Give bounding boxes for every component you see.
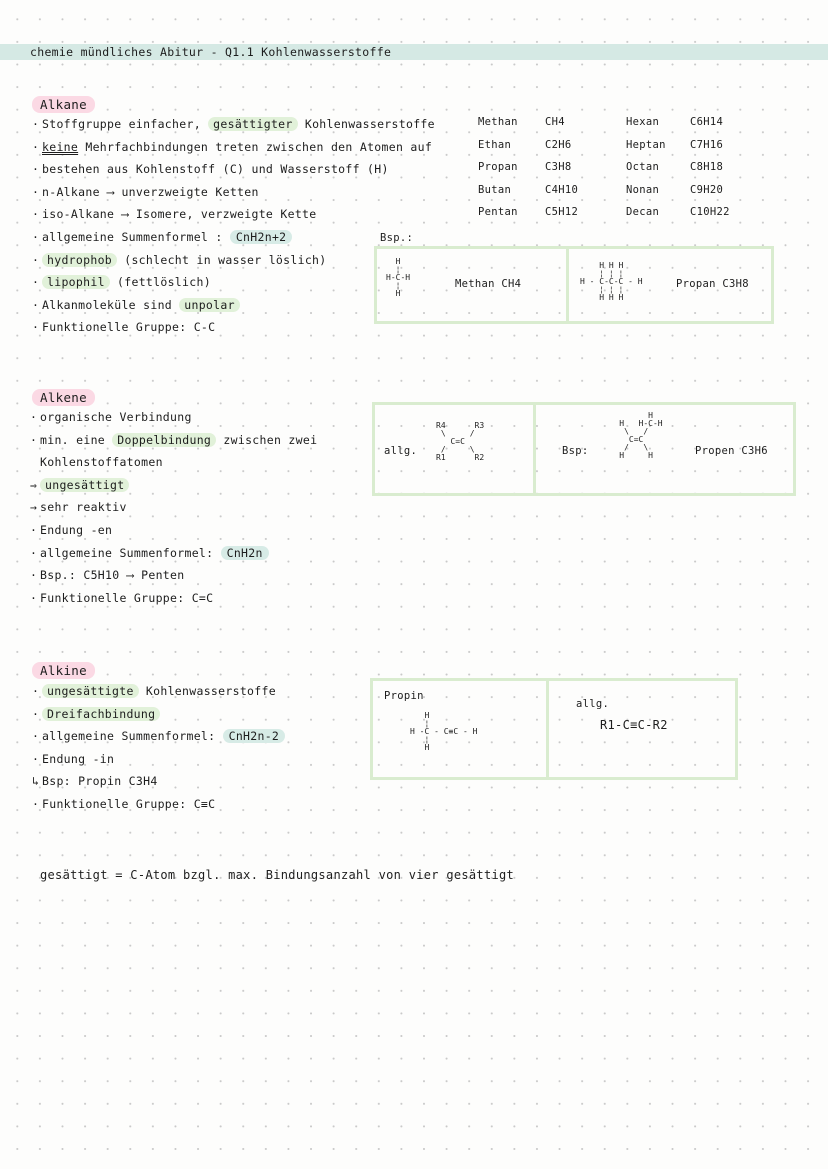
list-item-text: allgemeine Summenformel: bbox=[40, 545, 221, 560]
list-item bbox=[30, 568, 184, 582]
table-cell-formula: C10H22 bbox=[690, 206, 730, 219]
bullet-mark: · bbox=[32, 207, 40, 222]
list-item bbox=[30, 433, 317, 447]
table-cell-name: Nonan bbox=[626, 183, 660, 196]
bullet-mark: → bbox=[30, 500, 38, 515]
list-item-text: n-Alkane ⟶ unverzweigte Ketten bbox=[42, 184, 259, 199]
list-item-text: Endung -en bbox=[40, 523, 113, 537]
propyne-structure: H ¦ H -C - C≡C - H ¦ H bbox=[410, 711, 478, 752]
table-cell-formula: C7H16 bbox=[690, 138, 724, 151]
highlighted-term: CnH2n+2 bbox=[230, 230, 293, 244]
underlined-text: keine bbox=[42, 139, 79, 154]
list-item bbox=[32, 185, 259, 199]
footer-note: gesättigt = C-Atom bzgl. max. Bindungsanzahl von vier gesättigt bbox=[40, 868, 515, 882]
propene-structure: H H H-C-H \ / C=C / \ H H bbox=[619, 411, 663, 460]
list-item-text: Mehrfachbindungen treten zwischen den Atomen auf bbox=[78, 139, 433, 154]
list-item bbox=[32, 253, 327, 267]
list-item bbox=[32, 207, 317, 221]
list-item-text-suffix: Kohlenwasserstoffe bbox=[138, 684, 276, 698]
alkene-general-structure: R4 R3 \ / C=C / \ R1 R2 bbox=[436, 421, 485, 462]
bullet-mark: · bbox=[30, 545, 38, 560]
bullet-mark: · bbox=[32, 297, 40, 312]
list-item bbox=[32, 275, 211, 289]
list-item-text: min. eine bbox=[40, 432, 113, 447]
list-item bbox=[30, 410, 192, 424]
bullet-mark: · bbox=[30, 432, 38, 447]
bullet-mark: · bbox=[32, 275, 40, 290]
list-item-text: sehr reaktiv bbox=[40, 500, 127, 515]
highlighted-term: CnH2n bbox=[221, 546, 269, 560]
bullet-mark: · bbox=[30, 590, 38, 605]
table-cell-name: Butan bbox=[478, 183, 512, 196]
list-item bbox=[32, 162, 389, 176]
list-item bbox=[32, 298, 240, 312]
bullet-mark: · bbox=[30, 523, 38, 537]
highlighted-term: Dreifachbindung bbox=[42, 707, 160, 721]
alkine-example-divider bbox=[546, 678, 549, 777]
list-item-text: Funktionelle Gruppe: C-C bbox=[42, 320, 216, 335]
bullet-mark: · bbox=[32, 797, 40, 811]
table-cell-name: Methan bbox=[478, 116, 518, 128]
highlighted-term: hydrophob bbox=[42, 253, 117, 267]
list-item-text: Endung -in bbox=[42, 751, 115, 766]
table-cell-name: Octan bbox=[626, 161, 660, 174]
list-item-text: organische Verbindung bbox=[40, 410, 192, 424]
table-cell-name: Decan bbox=[626, 206, 660, 219]
list-item-text: Stoffgruppe einfacher, bbox=[42, 117, 209, 131]
bullet-mark: ↳ bbox=[32, 774, 40, 789]
list-item bbox=[30, 546, 269, 560]
list-item bbox=[32, 752, 114, 766]
table-cell-formula: C5H12 bbox=[545, 206, 579, 219]
list-item bbox=[32, 774, 158, 788]
table-cell-name: Heptan bbox=[626, 138, 666, 151]
propane-label: Propan C3H8 bbox=[676, 278, 749, 290]
list-item-text: Kohlenstoffatomen bbox=[40, 455, 163, 470]
alkine-general-label: allg. bbox=[576, 698, 610, 710]
highlighted-term: CnH2n-2 bbox=[223, 729, 286, 743]
list-item-text: Alkanmoleküle sind bbox=[42, 297, 180, 312]
methane-structure: H ¦ H-C-H ¦ H bbox=[386, 257, 411, 298]
alkane-example-divider bbox=[566, 246, 569, 321]
list-item-text: Funktionelle Gruppe: C≡C bbox=[42, 797, 216, 811]
section-heading-alkane bbox=[32, 94, 95, 113]
list-item bbox=[30, 591, 213, 605]
highlighted-term: lipophil bbox=[42, 275, 110, 289]
highlighted-term: ungesättigte bbox=[42, 684, 139, 698]
list-item bbox=[32, 230, 292, 244]
alkane-heading-text: Alkane bbox=[32, 96, 95, 113]
table-cell-formula: C9H20 bbox=[690, 183, 724, 196]
highlighted-term: gesättigter bbox=[208, 117, 297, 131]
alkene-heading-text: Alkene bbox=[32, 389, 95, 406]
bullet-mark: · bbox=[32, 706, 40, 721]
highlighted-term: unpolar bbox=[179, 298, 240, 312]
bullet-mark: · bbox=[30, 568, 38, 583]
propene-label: Propen C3H6 bbox=[695, 445, 768, 457]
table-cell-formula: C3H8 bbox=[545, 161, 572, 174]
list-item-text: Funktionelle Gruppe: C=C bbox=[40, 590, 214, 605]
highlighted-term: ungesättigt bbox=[40, 478, 129, 492]
bullet-mark: · bbox=[32, 751, 40, 766]
table-cell-name: Propan bbox=[478, 161, 518, 174]
propyne-label: Propin bbox=[384, 690, 424, 702]
bullet-mark: · bbox=[32, 252, 40, 267]
list-item bbox=[32, 707, 160, 721]
list-item bbox=[32, 729, 285, 743]
list-item-text: allgemeine Summenformel : bbox=[42, 230, 230, 244]
list-item bbox=[32, 140, 432, 154]
list-item bbox=[32, 320, 215, 334]
alkane-example-label: Bsp.: bbox=[380, 232, 414, 244]
list-item-text: Bsp.: C5H10 ⟶ Penten bbox=[40, 568, 185, 583]
table-cell-name: Ethan bbox=[478, 138, 512, 151]
list-item-text-suffix: (fettlöslich) bbox=[109, 275, 211, 290]
bullet-mark: · bbox=[32, 139, 40, 154]
alkine-heading-text: Alkine bbox=[32, 662, 95, 679]
bullet-mark: · bbox=[32, 184, 40, 199]
table-cell-name: Pentan bbox=[478, 206, 518, 219]
list-item bbox=[30, 500, 127, 514]
list-item-text: iso-Alkane ⟶ Isomere, verzweigte Kette bbox=[42, 207, 317, 222]
section-heading-alkine bbox=[32, 660, 95, 679]
bullet-mark: · bbox=[32, 117, 40, 131]
table-cell-formula: C2H6 bbox=[545, 138, 572, 151]
page-title: chemie mündliches Abitur - Q1.1 Kohlenwasserstoffe bbox=[30, 45, 392, 59]
alkene-general-label: allg. bbox=[384, 445, 418, 457]
bullet-mark: · bbox=[32, 684, 40, 698]
list-item bbox=[30, 523, 112, 537]
list-item-text: allgemeine Summenformel: bbox=[42, 729, 223, 744]
list-item-text-suffix: zwischen zwei bbox=[216, 432, 318, 447]
alkene-example-label: Bsp: bbox=[562, 445, 589, 457]
table-cell-formula: C4H10 bbox=[545, 183, 579, 196]
list-item bbox=[30, 455, 163, 469]
bullet-mark: · bbox=[30, 410, 38, 424]
alkine-general-formula: R1-C≡C-R2 bbox=[600, 718, 668, 732]
propane-structure: H H H ¦ ¦ ¦ H - C-C-C - H ¦ ¦ ¦ H H H bbox=[580, 261, 643, 302]
table-cell-name: Hexan bbox=[626, 116, 660, 128]
bullet-mark: · bbox=[32, 230, 40, 244]
list-item bbox=[30, 478, 129, 492]
list-item bbox=[32, 684, 276, 698]
table-cell-formula: CH4 bbox=[545, 116, 565, 128]
list-item-text: Bsp: Propin C3H4 bbox=[42, 774, 158, 789]
list-item-text-suffix: Kohlenwasserstoffe bbox=[297, 117, 435, 131]
section-heading-alkene bbox=[32, 387, 95, 406]
methane-label: Methan CH4 bbox=[455, 278, 522, 290]
bullet-mark: · bbox=[32, 320, 40, 335]
table-cell-formula: C8H18 bbox=[690, 161, 724, 174]
bullet-mark: · bbox=[32, 729, 40, 744]
table-cell-formula: C6H14 bbox=[690, 116, 724, 128]
list-item bbox=[32, 117, 435, 131]
list-item-text-suffix: (schlecht in wasser löslich) bbox=[117, 252, 327, 267]
list-item-text: bestehen aus Kohlenstoff (C) und Wasserstoff (H) bbox=[42, 162, 389, 177]
highlighted-term: Doppelbindung bbox=[112, 433, 216, 447]
list-item bbox=[32, 797, 215, 811]
bullet-mark: · bbox=[32, 162, 40, 177]
bullet-mark: ⇒ bbox=[30, 477, 38, 492]
alkene-example-divider bbox=[533, 402, 536, 493]
